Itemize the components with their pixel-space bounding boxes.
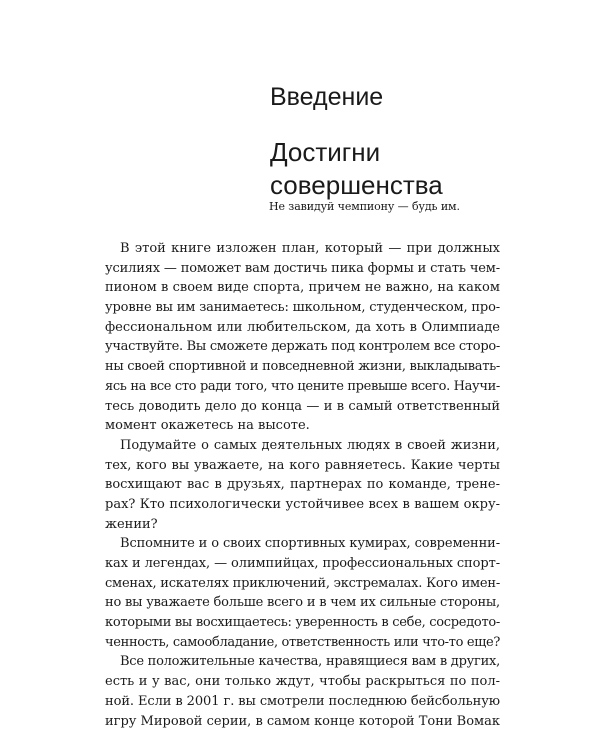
text-line: тесь доводить дело до конца — и в самый ответственный <box>105 398 500 414</box>
text-line: игру Мировой серии, в самом конце которой Тони Вомак <box>105 713 500 729</box>
text-line: ках и легендах, — олимпийцах, профессиональных спорт- <box>105 556 500 571</box>
text-line: участвуйте. Вы сможете держать под контролем все сторо- <box>105 339 500 355</box>
text-line: ясь на все сто ради того, что цените превыше всего. Научи- <box>105 378 500 394</box>
chapter-title-line-1: Достигни <box>270 137 381 167</box>
text-line: фессиональном или любительском, да хоть в Олимпиаде <box>105 319 500 335</box>
text-line: уровне вы им занимаетесь: школьном, студенческом, про- <box>105 300 500 316</box>
paragraph <box>105 436 500 534</box>
chapter-subtitle: Не завидуй чемпиону — будь им. <box>269 200 460 213</box>
text-line: рах? Кто психологически устойчивее всех в вашем окру- <box>105 496 500 512</box>
section-heading: Введение <box>270 83 384 111</box>
text-line: пионом в своем виде спорта, причем не важно, на каком <box>105 280 500 296</box>
text-line: тех, кого вы уважаете, на кого равняетесь. Какие черты <box>105 457 500 473</box>
text-line: жении? <box>105 516 158 532</box>
text-line: ченность, самообладание, ответственность или что-то еще? <box>105 634 500 650</box>
text-line: есть и у вас, они только ждут, чтобы раскрыться по пол- <box>105 674 500 690</box>
text-line: но вы уважаете больше всего и в чем их сильные стороны, <box>105 595 500 611</box>
text-line: сменах, искателях приключений, экстремалах. Кого имен- <box>105 575 500 591</box>
text-line: которыми вы восхищаетесь: уверенность в себе, сосредото- <box>105 615 500 631</box>
text-line: ны своей спортивной и повседневной жизни, выкладывать- <box>105 359 500 375</box>
text-line: ной. Если в 2001 г. вы смотрели последнюю бейсбольную <box>105 693 501 709</box>
chapter-title-line-2: совершенства <box>270 170 443 200</box>
text-line: восхищают вас в друзьях, партнерах по команде, трене- <box>105 477 500 493</box>
text-line: усилиях — поможет вам достичь пика формы и стать чем- <box>105 260 500 276</box>
paragraph <box>105 239 500 436</box>
text-line: В этой книге изложен план, который — при должных <box>120 241 500 256</box>
body-text <box>105 239 500 731</box>
text-line: Все положительные качества, нравящиеся вам в других, <box>120 654 500 670</box>
text-line: Вспомните и о своих спортивных кумирах, современни- <box>120 536 500 552</box>
chapter-title <box>270 136 443 202</box>
text-line: Подумайте о самых деятельных людях в своей жизни, <box>120 437 500 453</box>
paragraph <box>105 652 500 731</box>
paragraph <box>105 534 500 652</box>
text-line: момент окажетесь на высоте. <box>105 418 310 434</box>
